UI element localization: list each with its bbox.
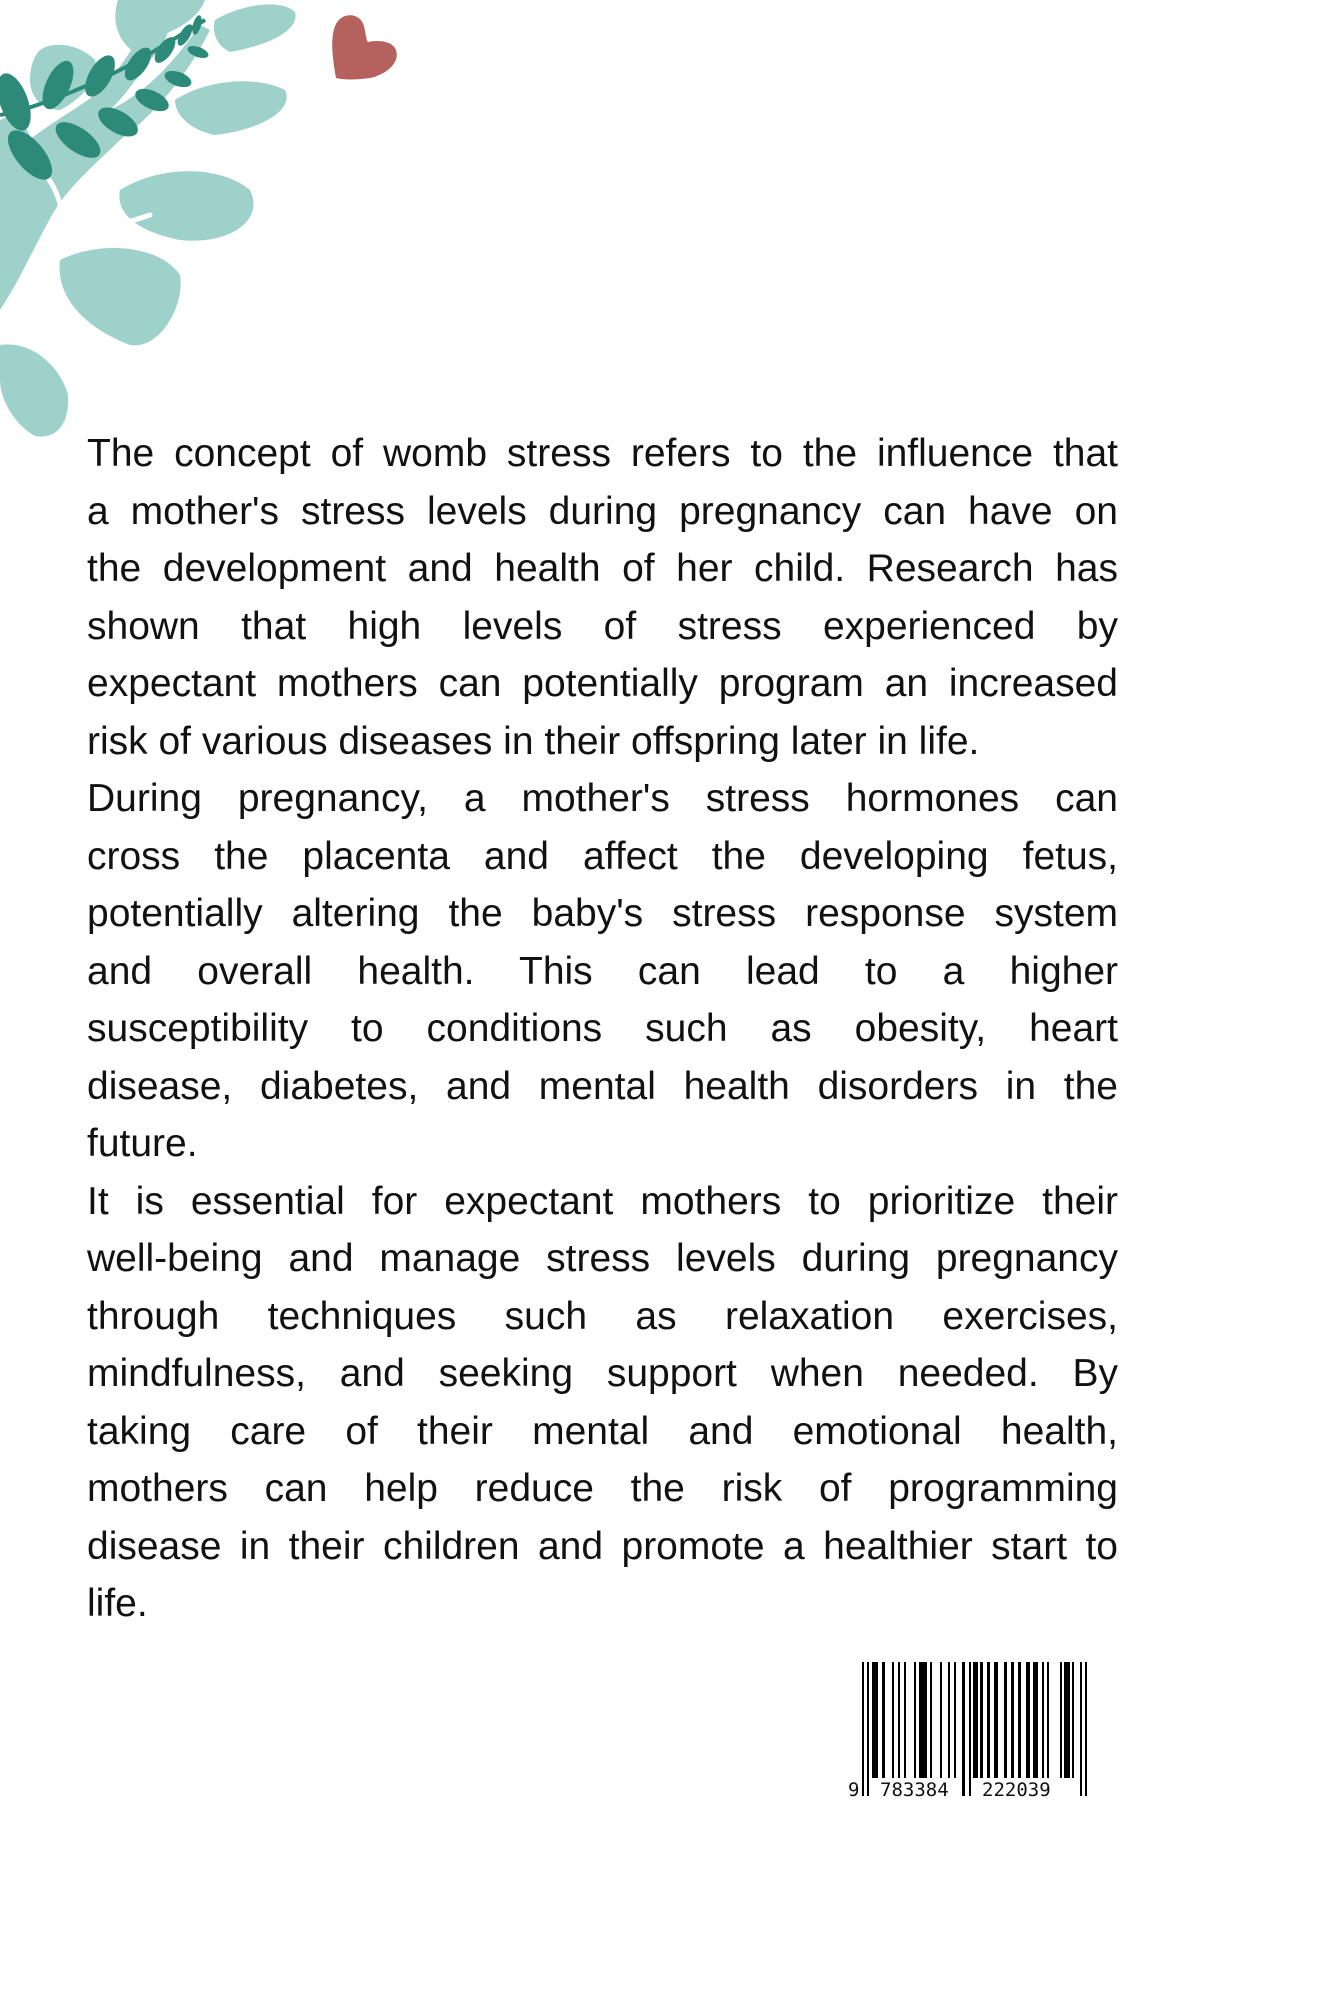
text-line: cross the placenta and affect the developing fetus, [87,834,1118,878]
barcode-right-group: 222039 [982,1779,1051,1800]
text-line: disease in their children and promote a healthier start to [87,1524,1118,1568]
paragraph-1 [87,425,1118,770]
isbn-barcode [848,1660,1098,1800]
barcode-left-group: 783384 [880,1779,949,1800]
text-line: expectant mothers can potentially program an increased [87,662,1118,705]
text-line: susceptibility to conditions such as obesity, heart [87,1007,1118,1050]
text-line: It is essential for expectant mothers to prioritize their [87,1179,1118,1223]
text-line: and overall health. This can lead to a higher [87,949,1118,993]
text-line: taking care of their mental and emotional health, [87,1409,1118,1453]
paragraph-2 [87,770,1118,1173]
text-line: well-being and manage stress levels during pregnancy [87,1237,1118,1280]
text-line: During pregnancy, a mother's stress hormones can [87,777,1118,820]
text-line: the development and health of her child. Research has [87,547,1118,590]
text-line: risk of various diseases in their offspring later in life. [87,719,980,763]
back-cover-text [87,425,1118,1633]
text-line: mothers can help reduce the risk of programming [87,1467,1118,1510]
text-line: through techniques such as relaxation exercises, [87,1294,1118,1338]
text-line: shown that high levels of stress experienced by [87,604,1118,648]
text-line: future. [87,1122,198,1165]
text-line: The concept of womb stress refers to the influence that [87,432,1118,475]
text-line: a mother's stress levels during pregnancy can have on [87,489,1118,533]
text-line: disease, diabetes, and mental health disorders in the [87,1064,1118,1108]
text-line: life. [87,1582,148,1625]
heart-icon [326,6,404,82]
barcode-icon [848,1660,1098,1800]
barcode-prefix: 9 [848,1779,860,1800]
text-line: mindfulness, and seeking support when needed. By [87,1352,1118,1395]
paragraph-3 [87,1173,1118,1633]
text-line: potentially altering the baby's stress response system [87,892,1118,935]
